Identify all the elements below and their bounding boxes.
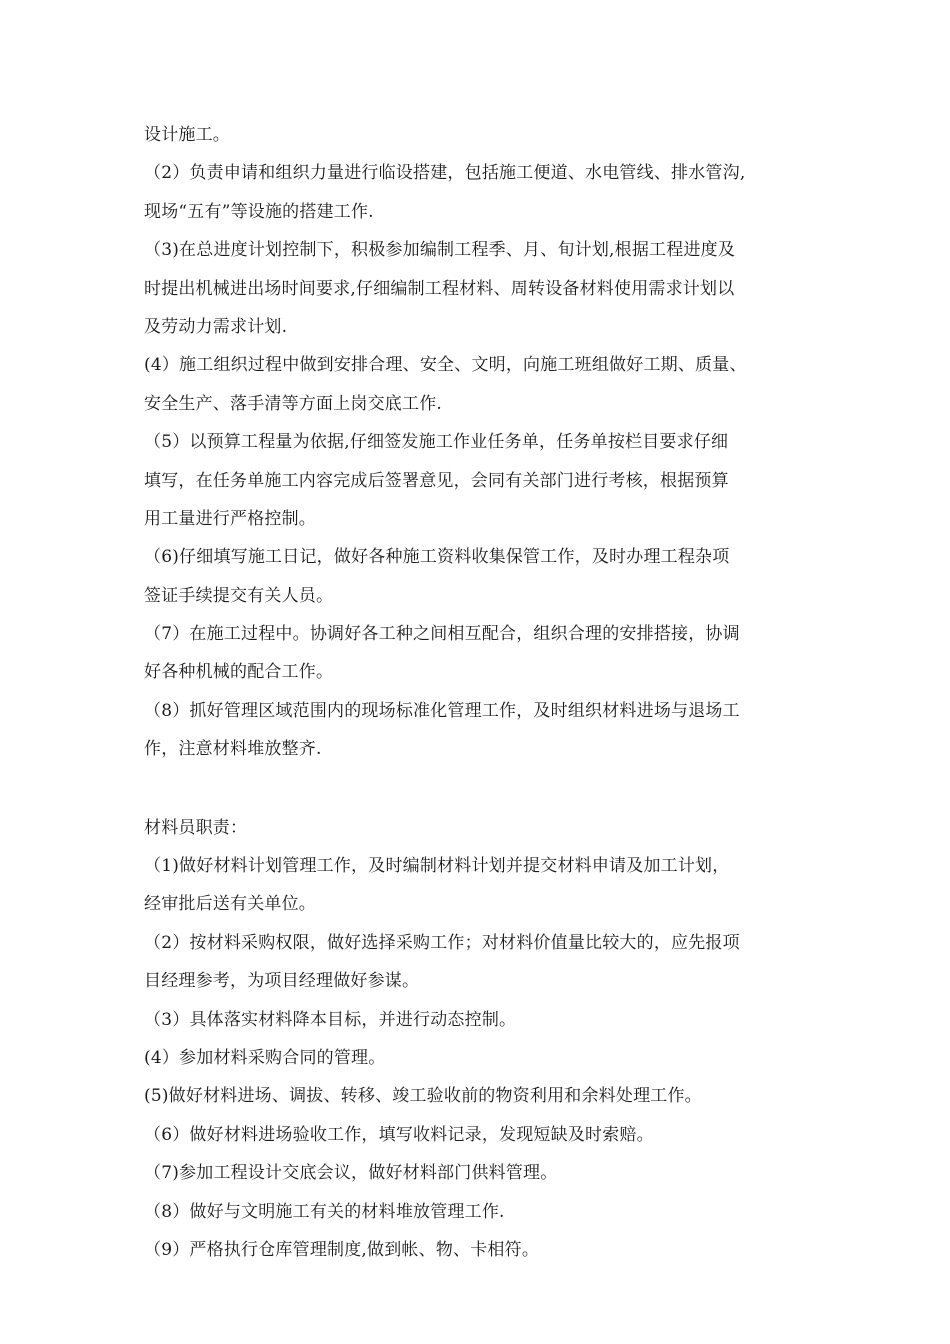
text-line: 目经理参考，为项目经理做好参谋。 [144,971,420,992]
text-line: （2）负责申请和组织力量进行临设搭建，包括施工便道、水电管线、排水管沟, [144,163,746,184]
text-line: 时提出机械进出场时间要求,仔细编制工程材料、周转设备材料使用需求计划以 [144,278,735,299]
text-line: (4）施工组织过程中做到安排合理、安全、文明，向施工班组做好工期、质量、 [144,355,747,376]
text-line: 签证手续提交有关人员。 [144,585,334,606]
text-line: （3）具体落实材料降本目标，并进行动态控制。 [144,1009,517,1030]
text-line: （6）做好材料进场验收工作，填写收料记录，发现短缺及时索赔。 [144,1124,654,1145]
text-line: 及劳动力需求计划. [144,316,288,337]
text-line: 填写，在任务单施工内容完成后签署意见，会同有关部门进行考核，根据预算 [144,470,729,491]
text-line: (5)做好材料进场、调拔、转移、竣工验收前的物资利用和余料处理工作。 [144,1086,702,1107]
section-material-officer-duties [144,809,824,1270]
text-line: （7)参加工程设计交底会议，做好材料部门供料管理。 [144,1163,558,1184]
text-line: （9）严格执行仓库管理制度,做到帐、物、卡相符。 [144,1239,540,1260]
text-line: (4）参加材料采购合同的管理。 [144,1047,386,1068]
text-line: 安全生产、落手清等方面上岗交底工作. [144,393,443,414]
text-line: （8）抓好管理区域范围内的现场标准化管理工作，及时组织材料进场与退场工 [144,700,740,721]
text-line: （3)在总进度计划控制下，积极参加编制工程季、月、旬计划,根据工程进度及 [144,240,736,261]
text-line: 好各种机械的配合工作。 [144,662,334,683]
text-line: （6)仔细填写施工日记，做好各种施工资料收集保管工作，及时办理工程杂项 [144,547,730,568]
text-line: （7）在施工过程中。协调好各工种之间相互配合，组织合理的安排搭接，协调 [144,624,740,645]
section-construction-duties [144,116,824,769]
text-line: 设计施工。 [144,125,230,145]
text-line: 现场“五有”等设施的搭建工作. [144,201,374,222]
text-line: （8）做好与文明施工有关的材料堆放管理工作. [144,1201,505,1222]
section-heading: 材料员职责： [144,817,248,838]
text-line: （2）按材料采购权限，做好选择采购工作；对材料价值量比较大的，应先报项 [144,932,740,953]
text-line: （5）以预算工程量为依据,仔细签发施工作业任务单，任务单按栏目要求仔细 [144,432,729,453]
section-spacer [144,769,824,809]
text-line: 用工量进行严格控制。 [144,508,316,529]
document-page [144,116,824,1269]
text-line: 作，注意材料堆放整齐. [144,739,322,760]
text-line: 经审批后送有关单位。 [144,894,316,915]
text-line: （1)做好材料计划管理工作，及时编制材料计划并提交材料申请及加工计划， [144,856,730,877]
